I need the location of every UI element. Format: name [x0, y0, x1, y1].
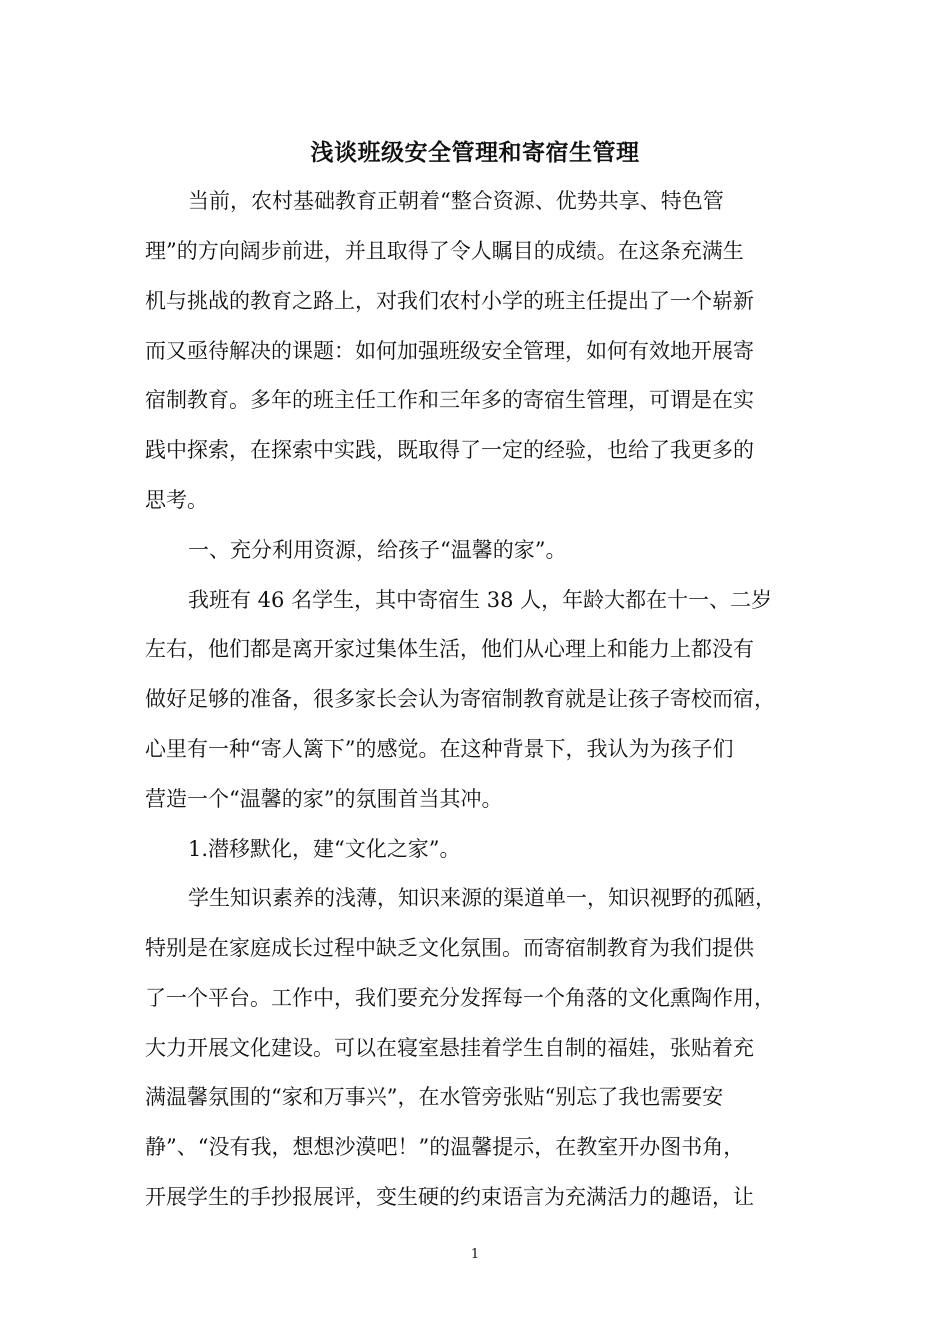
- paragraph-line: 而又亟待解决的课题：如何加强班级安全管理，如何有效地开展寄: [145, 339, 754, 363]
- paragraph-line: 了一个平台。工作中，我们要充分发挥每一个角落的文化熏陶作用，: [145, 986, 775, 1010]
- paragraph-line: 静”、“没有我，想想沙漠吧！”的温馨提示，在教室开办图书角，: [145, 1135, 745, 1159]
- paragraph-line: 满温馨氛围的“家和万事兴”，在水管旁张贴“别忘了我也需要安: [145, 1085, 724, 1109]
- paragraph-line: 我班有 46 名学生，其中寄宿生 38 人，年龄大都在十一、二岁: [188, 588, 773, 612]
- paragraph-line: 宿制教育。多年的班主任工作和三年多的寄宿生管理，可谓是在实: [145, 388, 754, 412]
- section-heading: 一、充分利用资源，给孩子“温馨的家”。: [188, 538, 567, 562]
- paragraph-line: 机与挑战的教育之路上，对我们农村小学的班主任提出了一个崭新: [145, 289, 754, 313]
- subsection-heading: 1.潜移默化，建“文化之家”。: [188, 837, 461, 861]
- page-number: 1: [470, 1247, 480, 1262]
- paragraph-line: 左右，他们都是离开家过集体生活，他们从心理上和能力上都没有: [145, 637, 754, 661]
- paragraph-line: 做好足够的准备，很多家长会认为寄宿制教育就是让孩子寄校而宿，: [145, 687, 775, 711]
- document-title: 浅谈班级安全管理和寄宿生管理: [310, 139, 640, 166]
- paragraph-line: 践中探索，在探索中实践，既取得了一定的经验，也给了我更多的: [145, 438, 754, 462]
- paragraph-line: 思考。: [145, 488, 208, 512]
- paragraph-line: 营造一个“温馨的家”的氛围首当其冲。: [145, 787, 503, 811]
- paragraph-line: 心里有一种“寄人篱下”的感觉。在这种背景下，我认为为孩子们: [145, 737, 734, 761]
- paragraph-line: 当前，农村基础教育正朝着“整合资源、优势共享、特色管: [188, 189, 724, 213]
- paragraph-line: 学生知识素养的浅薄，知识来源的渠道单一，知识视野的孤陋，: [188, 886, 776, 910]
- paragraph-line: 大力开展文化建设。可以在寝室悬挂着学生自制的福娃，张贴着充: [145, 1036, 754, 1060]
- paragraph-line: 开展学生的手抄报展评，变生硬的约束语言为充满活力的趣语，让: [145, 1185, 754, 1209]
- paragraph-line: 理”的方向阔步前进，并且取得了令人瞩目的成绩。在这条充满生: [145, 239, 744, 263]
- paragraph-line: 特别是在家庭成长过程中缺乏文化氛围。而寄宿制教育为我们提供: [145, 936, 754, 960]
